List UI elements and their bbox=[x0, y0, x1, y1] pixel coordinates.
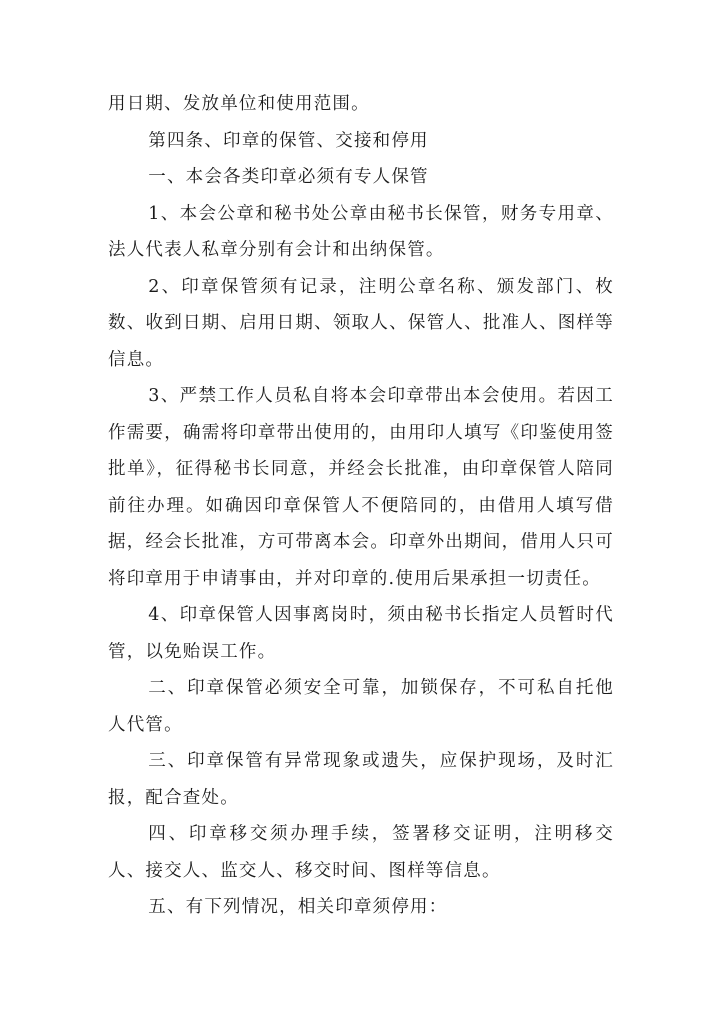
section-5: 五、有下列情况，相关印章须停用： bbox=[148, 897, 448, 917]
section-heading-1: 一、本会各类印章必须有专人保管 bbox=[148, 167, 429, 187]
section-3: 三、印章保管有异常现象或遗失，应保护现场，及时汇报，配合查处。 bbox=[108, 751, 614, 808]
clause-2: 2、印章保管须有记录，注明公章名称、颁发部门、枚数、收到日期、启用日期、领取人、保管人、批准人、图样等信息。 bbox=[108, 276, 614, 370]
clause-3: 3、严禁工作人员私自将本会印章带出本会使用。若因工作需要，确需将印章带出使用的，由用印人填写《印鉴使用签批单》，征得秘书长同意，并经会长批准，由印章保管人陪同前往办理。如确因印章保管人不便陪同的，由借用人填写借据，经会长批准，方可带离本会。印章外出期间，借用人只可将印章用于申请事由，并对印章的.使用后果承担一切责任。 bbox=[108, 386, 614, 589]
document-body bbox=[108, 86, 614, 926]
clause-4: 4、印章保管人因事离岗时，须由秘书长指定人员暂时代管，以免贻误工作。 bbox=[108, 605, 614, 662]
article-heading: 第四条、印章的保管、交接和停用 bbox=[148, 130, 429, 151]
paragraph-continuation: 用日期、发放单位和使用范围。 bbox=[108, 94, 370, 114]
section-2: 二、印章保管必须安全可靠，加锁保存，不可私自托他人代管。 bbox=[108, 678, 614, 735]
section-4: 四、印章移交须办理手续，签署移交证明，注明移交人、接交人、监交人、移交时间、图样等信息。 bbox=[108, 824, 614, 881]
clause-1: 1、本会公章和秘书处公章由秘书长保管，财务专用章、法人代表人私章分别有会计和出纳保管。 bbox=[108, 203, 614, 260]
